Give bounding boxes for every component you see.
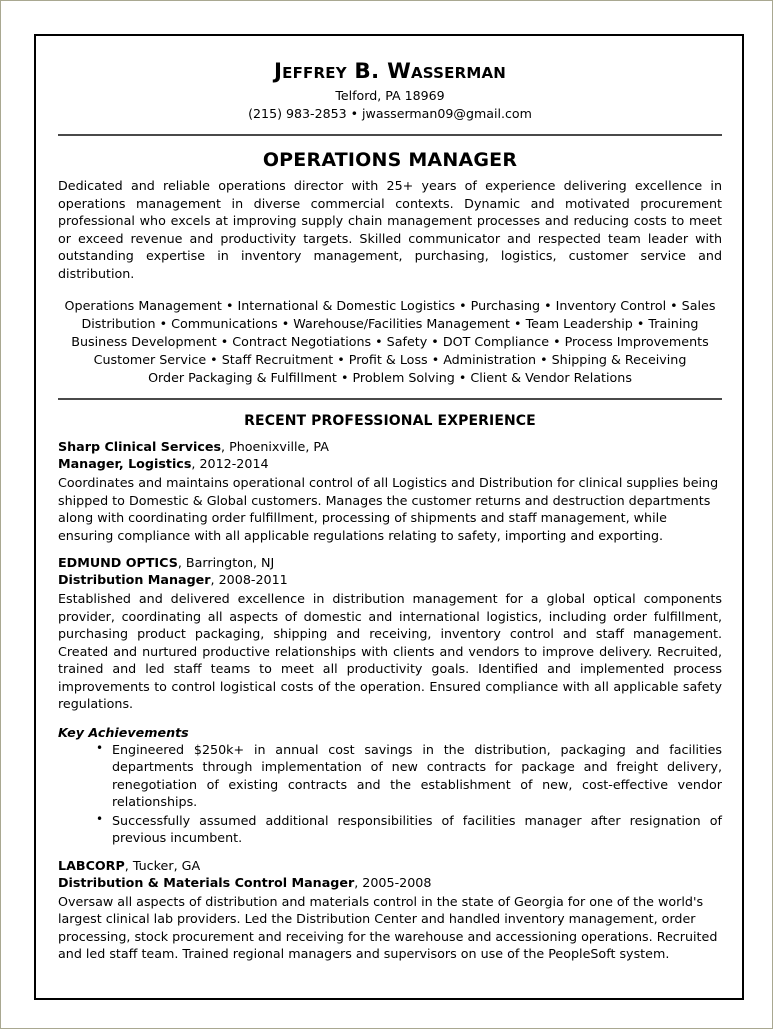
resume-page — [34, 34, 744, 1000]
competency-line: Operations Management • International & Domestic Logistics • Purchasing • Inventory Control • Sales — [64, 298, 716, 314]
experience-entry — [58, 858, 722, 963]
experience-entry — [58, 439, 722, 544]
job-company-line — [58, 555, 722, 572]
job-description: Established and delivered excellence in distribution management for a global optical components provider, coordinating all aspects of domestic and international logistics, including order fulfillment, purchasing product packaging, shipping and receiving, inventory control and staff management. Created and nurtured productive relationships with clients and vendors to improve delivery. Recruited, trained and led staff teams to meet all productivity goals. Identified and implemented process improvements to control logistical costs of the operation. Ensured compliance with all applicable safety regulations. — [58, 591, 722, 712]
job-description: Coordinates and maintains operational control of all Logistics and Distribution for clinical supplies being shipped to Domestic & Global customers. Manages the customer returns and destruction departments along with coordinating order fulfillment, processing of shipments and staff management, while ensuring compliance with all applicable regulations relating to safety, importing and exporting. — [58, 475, 719, 543]
competency-line: Order Packaging & Fulfillment • Problem Solving • Client & Vendor Relations — [148, 370, 632, 386]
contact-location: Telford, PA 18969 — [335, 87, 445, 103]
professional-summary: Dedicated and reliable operations director with 25+ years of experience delivering excellence in operations management in diverse commercial contexts. Dynamic and motivated procurement professional who excels at improving supply chain management processes and reducing costs to meet or exceed revenue and productivity targets. Skilled communicator and respected team leader with outstanding expertise in inventory management, purchasing, logistics, customer service and distribution. — [58, 178, 722, 281]
competency-line: Business Development • Contract Negotiations • Safety • DOT Compliance • Process Improvements — [71, 334, 709, 350]
divider-header — [58, 134, 722, 136]
list-item: • Successfully assumed additional responsibilities of facilities manager after resignation of previous incumbent. — [96, 812, 722, 847]
job-role-line — [58, 572, 722, 589]
job-description: Oversaw all aspects of distribution and materials control in the state of Georgia for one of the world's largest clinical lab providers. Led the Distribution Center and handled inventory management, order processing, stock procurement and receiving for the warehouse and accessioning operations. Recruited and led staff team. Trained regional managers and supervisors on use of the PeopleSoft system. — [58, 893, 718, 962]
resume-content — [58, 48, 722, 974]
company-name: Sharp Clinical Services — [58, 439, 222, 455]
role-dates: , 2012-2014 — [191, 456, 269, 472]
experience-entry — [58, 555, 722, 846]
list-item: • Engineered $250k+ in annual cost savings in the distribution, packaging and facilities departments through implementation of new contracts for package and freight delivery, renegotiation of existing contracts and the establishment of new, cost-effective vendor relationships. — [96, 741, 722, 811]
role-title: Distribution & Materials Control Manager — [58, 874, 355, 890]
divider-experience — [58, 398, 722, 400]
role-title: Manager, Logistics — [58, 456, 192, 472]
key-achievements-list — [58, 741, 722, 847]
role-dates: , 2005-2008 — [354, 874, 432, 890]
job-company-line — [58, 439, 722, 456]
target-job-title: OPERATIONS MANAGER — [262, 149, 518, 172]
core-competencies-list — [58, 297, 722, 387]
company-name: LABCORP — [58, 857, 125, 873]
job-role-line — [58, 875, 722, 892]
company-location: , Phoenixville, PA — [221, 439, 329, 455]
job-company-line — [58, 858, 722, 875]
company-location: , Barrington, NJ — [177, 555, 275, 571]
key-achievements-heading: Key Achievements — [58, 724, 189, 740]
company-location: , Tucker, GA — [124, 857, 201, 873]
contact-phone-email: (215) 983-2853 • jwasserman09@gmail.com — [248, 105, 532, 121]
section-heading-experience: RECENT PROFESSIONAL EXPERIENCE — [244, 413, 536, 430]
page-title: Jeffrey B. Wasserman — [273, 59, 507, 84]
job-role-line — [58, 456, 722, 473]
role-dates: , 2008-2011 — [210, 572, 288, 588]
role-title: Distribution Manager — [58, 572, 211, 588]
company-name: EDMUND OPTICS — [58, 555, 178, 571]
competency-line: Distribution • Communications • Warehouse/Facilities Management • Team Leadership • Training — [81, 316, 699, 332]
competency-line: Customer Service • Staff Recruitment • Profit & Loss • Administration • Shipping & Receiving — [93, 352, 687, 368]
